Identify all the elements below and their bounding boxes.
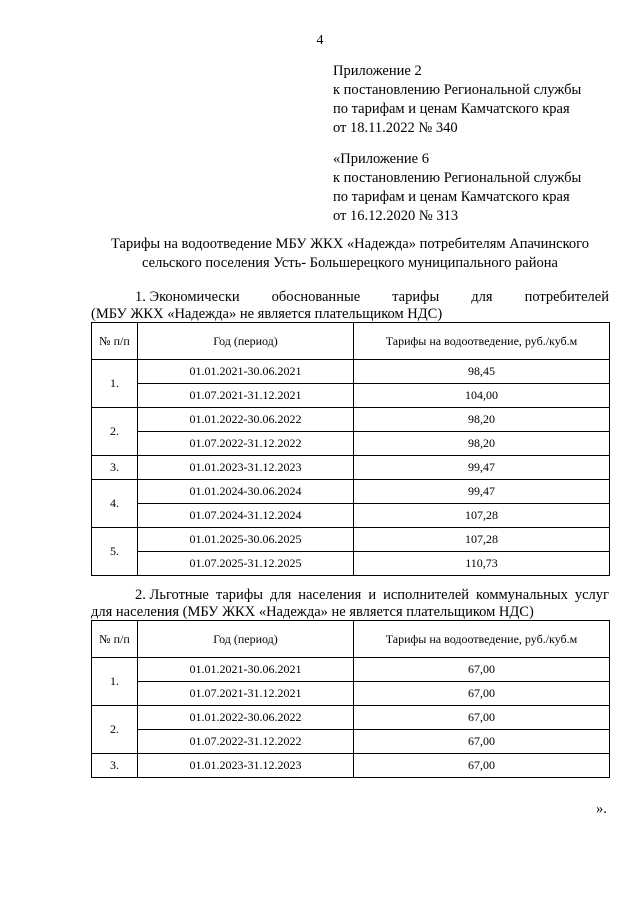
closing-quote: ».: [596, 801, 607, 817]
section1-heading-line2: (МБУ ЖКХ «Надежда» не является плательщиком НДС): [91, 306, 443, 322]
appendix-line: Приложение 2: [333, 63, 422, 79]
table-row: [92, 504, 610, 528]
table-row: [92, 408, 610, 432]
table-row: [92, 432, 610, 456]
title-line: сельского поселения Усть- Большерецкого муниципального района: [142, 255, 558, 271]
row-tariff: 99,47: [354, 480, 610, 504]
row-period: 01.07.2022-31.12.2022: [138, 730, 354, 754]
heading-word: потребителей: [524, 289, 609, 305]
tariff-table-preferential: [91, 620, 610, 778]
heading-word: обоснованные: [271, 289, 361, 305]
heading-word: услуг: [574, 587, 609, 603]
row-number: 1.: [92, 658, 138, 706]
row-tariff: 107,28: [354, 528, 610, 552]
heading-word: тарифы: [215, 587, 263, 603]
table-row: [92, 706, 610, 730]
row-tariff: 104,00: [354, 384, 610, 408]
row-period: 01.01.2022-30.06.2022: [138, 408, 354, 432]
appendix-line: к постановлению Региональной службы: [333, 170, 582, 186]
row-number: 2.: [92, 408, 138, 456]
section2-heading-line2: для населения (МБУ ЖКХ «Надежда» не является плательщиком НДС): [91, 604, 534, 620]
appendix-line: по тарифам и ценам Камчатского края: [333, 189, 570, 205]
heading-word: для: [269, 587, 292, 603]
row-period: 01.07.2022-31.12.2022: [138, 432, 354, 456]
header-tariff: Тарифы на водоотведение, руб./куб.м: [354, 323, 610, 360]
section2-heading: [91, 587, 609, 621]
heading-word: тарифы: [392, 289, 440, 305]
row-period: 01.01.2025-30.06.2025: [138, 528, 354, 552]
row-number: 4.: [92, 480, 138, 528]
section1-heading: [91, 289, 609, 323]
row-tariff: 98,20: [354, 432, 610, 456]
section1-heading-line1: [91, 289, 609, 306]
row-tariff: 67,00: [354, 730, 610, 754]
row-tariff: 98,45: [354, 360, 610, 384]
row-tariff: 67,00: [354, 682, 610, 706]
row-tariff: 99,47: [354, 456, 610, 480]
header-tariff: Тарифы на водоотведение, руб./куб.м: [354, 621, 610, 658]
row-period: 01.01.2023-31.12.2023: [138, 456, 354, 480]
table-row: [92, 730, 610, 754]
appendix-original: [333, 150, 633, 226]
section2-heading-line1: [91, 587, 609, 604]
heading-word: коммунальных: [476, 587, 568, 603]
row-period: 01.01.2021-30.06.2021: [138, 658, 354, 682]
header-number: № п/п: [92, 323, 138, 360]
heading-word: и: [368, 587, 377, 603]
row-tariff: 98,20: [354, 408, 610, 432]
table-header-row: [92, 621, 610, 658]
heading-word: для: [471, 289, 493, 305]
row-period: 01.01.2021-30.06.2021: [138, 360, 354, 384]
table-row: [92, 552, 610, 576]
title-line: Тарифы на водоотведение МБУ ЖКХ «Надежда» потребителям Апачинского: [111, 236, 589, 252]
table-row: [92, 658, 610, 682]
row-tariff: 67,00: [354, 754, 610, 778]
row-tariff: 110,73: [354, 552, 610, 576]
row-number: 3.: [92, 456, 138, 480]
table-row: [92, 384, 610, 408]
row-tariff: 67,00: [354, 658, 610, 682]
row-period: 01.07.2024-31.12.2024: [138, 504, 354, 528]
table-row: [92, 528, 610, 552]
row-period: 01.07.2025-31.12.2025: [138, 552, 354, 576]
row-period: 01.07.2021-31.12.2021: [138, 682, 354, 706]
appendix-line: от 16.12.2020 № 313: [333, 208, 459, 224]
row-period: 01.01.2022-30.06.2022: [138, 706, 354, 730]
table-row: [92, 456, 610, 480]
header-period: Год (период): [138, 621, 354, 658]
appendix-current: [333, 62, 633, 138]
row-tariff: 67,00: [354, 706, 610, 730]
heading-word: исполнителей: [383, 587, 470, 603]
row-number: 2.: [92, 706, 138, 754]
row-tariff: 107,28: [354, 504, 610, 528]
table-row: [92, 480, 610, 504]
row-number: 5.: [92, 528, 138, 576]
page-number: 4: [316, 33, 324, 48]
appendix-line: «Приложение 6: [333, 151, 429, 167]
table-row: [92, 682, 610, 706]
header-number: № п/п: [92, 621, 138, 658]
row-period: 01.07.2021-31.12.2021: [138, 384, 354, 408]
row-number: 1.: [92, 360, 138, 408]
appendix-line: по тарифам и ценам Камчатского края: [333, 101, 570, 117]
tariff-table-economic: [91, 322, 610, 576]
appendix-line: к постановлению Региональной службы: [333, 82, 582, 98]
document-title: [80, 235, 620, 273]
heading-word: населения: [298, 587, 362, 603]
heading-word: 1. Экономически: [135, 289, 240, 305]
row-period: 01.01.2023-31.12.2023: [138, 754, 354, 778]
table-row: [92, 754, 610, 778]
header-period: Год (период): [138, 323, 354, 360]
table-header-row: [92, 323, 610, 360]
appendix-line: от 18.11.2022 № 340: [333, 120, 458, 136]
row-number: 3.: [92, 754, 138, 778]
heading-word: 2. Льготные: [135, 587, 209, 603]
table-row: [92, 360, 610, 384]
row-period: 01.01.2024-30.06.2024: [138, 480, 354, 504]
